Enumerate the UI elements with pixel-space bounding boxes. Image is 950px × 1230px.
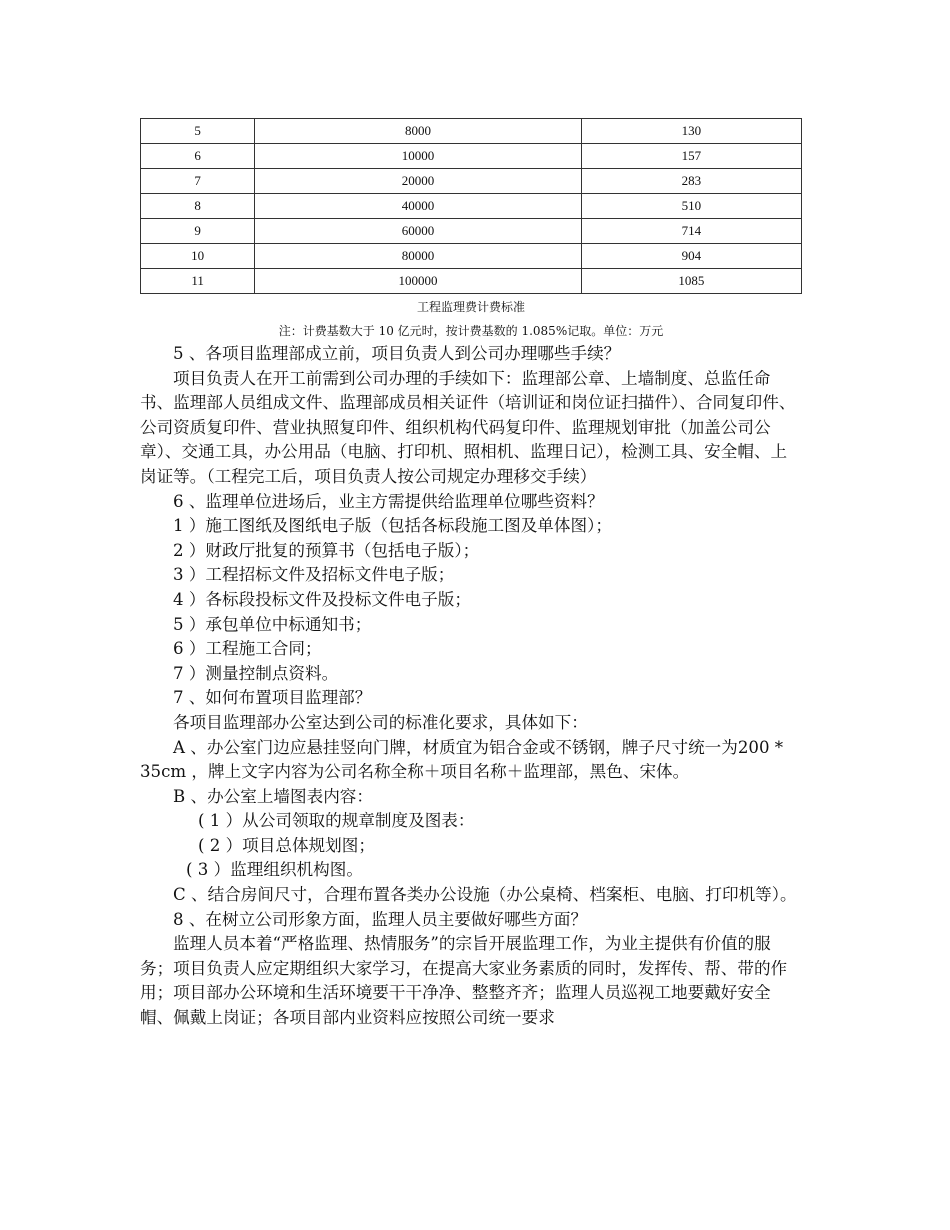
paragraph: 各项目监理部办公室达到公司的标准化要求，具体如下： [173,712,588,732]
table-cell-base: 100000 [255,269,581,294]
table-cell-level: 9 [141,219,255,244]
list-item: 2 ）财政厅批复的预算书（包括电子版）； [173,540,480,560]
list-item: ( 3 ）监理组织机构图。 [186,860,363,880]
paragraph: A 、办公室门边应悬挂竖向门牌，材质宜为铝合金或不锈钢，牌子尺寸统一为200 * 35cm ，牌上文字内容为公司名称全称＋项目名称＋监理部，黑色、宋体。 [140,737,784,782]
table-row [141,144,802,169]
table-row [141,244,802,269]
list-item: 4 ）各标段投标文件及投标文件电子版； [173,589,471,609]
table-cell-base: 10000 [255,144,581,169]
section-heading: 7 、如何布置项目监理部？ [173,688,372,708]
section-heading: 5 、各项目监理部成立前，项目负责人到公司办理哪些手续？ [173,344,621,363]
table-cell-fee: 1085 [581,269,801,294]
table-cell-level: 6 [141,144,255,169]
table-cell-base: 40000 [255,194,581,219]
fee-standard-table [140,118,802,294]
list-item: ( 2 ）项目总体规划图； [198,835,375,855]
list-item: 3 ）工程招标文件及招标文件电子版； [173,565,455,585]
table-row [141,269,802,294]
section-heading: 8 、在树立公司形象方面，监理人员主要做好哪些方面？ [173,909,588,929]
table-row [141,119,802,144]
table-cell-fee: 714 [581,219,801,244]
table-row [141,169,802,194]
section-heading: 6 、监理单位进场后，业主方需提供给监理单位哪些资料？ [173,491,604,511]
table-row [141,219,802,244]
table-cell-base: 80000 [255,244,581,269]
list-item: 7 ）测量控制点资料。 [173,663,339,683]
list-item: 1 ）施工图纸及图纸电子版（包括各标段施工图及单体图）； [173,516,612,536]
table-cell-level: 5 [141,119,255,144]
table-cell-fee: 130 [581,119,801,144]
list-item: 6 ）工程施工合同； [173,639,322,659]
table-cell-level: 8 [141,194,255,219]
table-cell-fee: 510 [581,194,801,219]
table-cell-base: 8000 [255,119,581,144]
table-cell-fee: 904 [581,244,801,269]
table-cell-level: 7 [141,169,255,194]
table-cell-fee: 283 [581,169,801,194]
document-body [140,342,802,1031]
list-item: 5 ）承包单位中标通知书； [173,614,372,634]
table-cell-base: 20000 [255,169,581,194]
table-cell-fee: 157 [581,144,801,169]
list-item: ( 1 ）从公司领取的规章制度及图表： [198,811,475,831]
table-row [141,194,802,219]
table-cell-level: 11 [141,269,255,294]
paragraph: B 、办公室上墙图表内容： [173,786,373,806]
paragraph: 项目负责人在开工前需到公司办理的手续如下：监理部公章、上墙制度、总监任命书、监理部人员组成文件、监理部成员相关证件（培训证和岗位证扫描件）、合同复印件、公司资质复印件、营业执照复印件、组织机构代码复印件、监理规划审批（加盖公司公章）、交通工具，办公用品（电脑、打印机、照相机、监理日记），检测工具、安全帽、上岗证等。（工程完工后，项目负责人按公司规定办理移交手续） [140,368,796,486]
paragraph: C 、结合房间尺寸，合理布置各类办公设施（办公桌椅、档案柜、电脑、打印机等）。 [173,885,797,905]
table-note: 注：计费基数大于 10 亿元时，按计费基数的 1.085%记取。单位：万元 [278,324,664,338]
table-cell-base: 60000 [255,219,581,244]
table-cell-level: 10 [141,244,255,269]
paragraph: 监理人员本着“严格监理、热情服务”的宗旨开展监理工作，为业主提供有价值的服务；项目负责人应定期组织大家学习，在提高大家业务素质的同时，发挥传、帮、带的作用；项目部办公环境和生活环境要干干净净、整整齐齐；监理人员巡视工地要戴好安全帽、佩戴上岗证；各项目部内业资料应按照公司统一要求 [140,934,788,1028]
table-caption: 工程监理费计费标准 [416,300,525,314]
